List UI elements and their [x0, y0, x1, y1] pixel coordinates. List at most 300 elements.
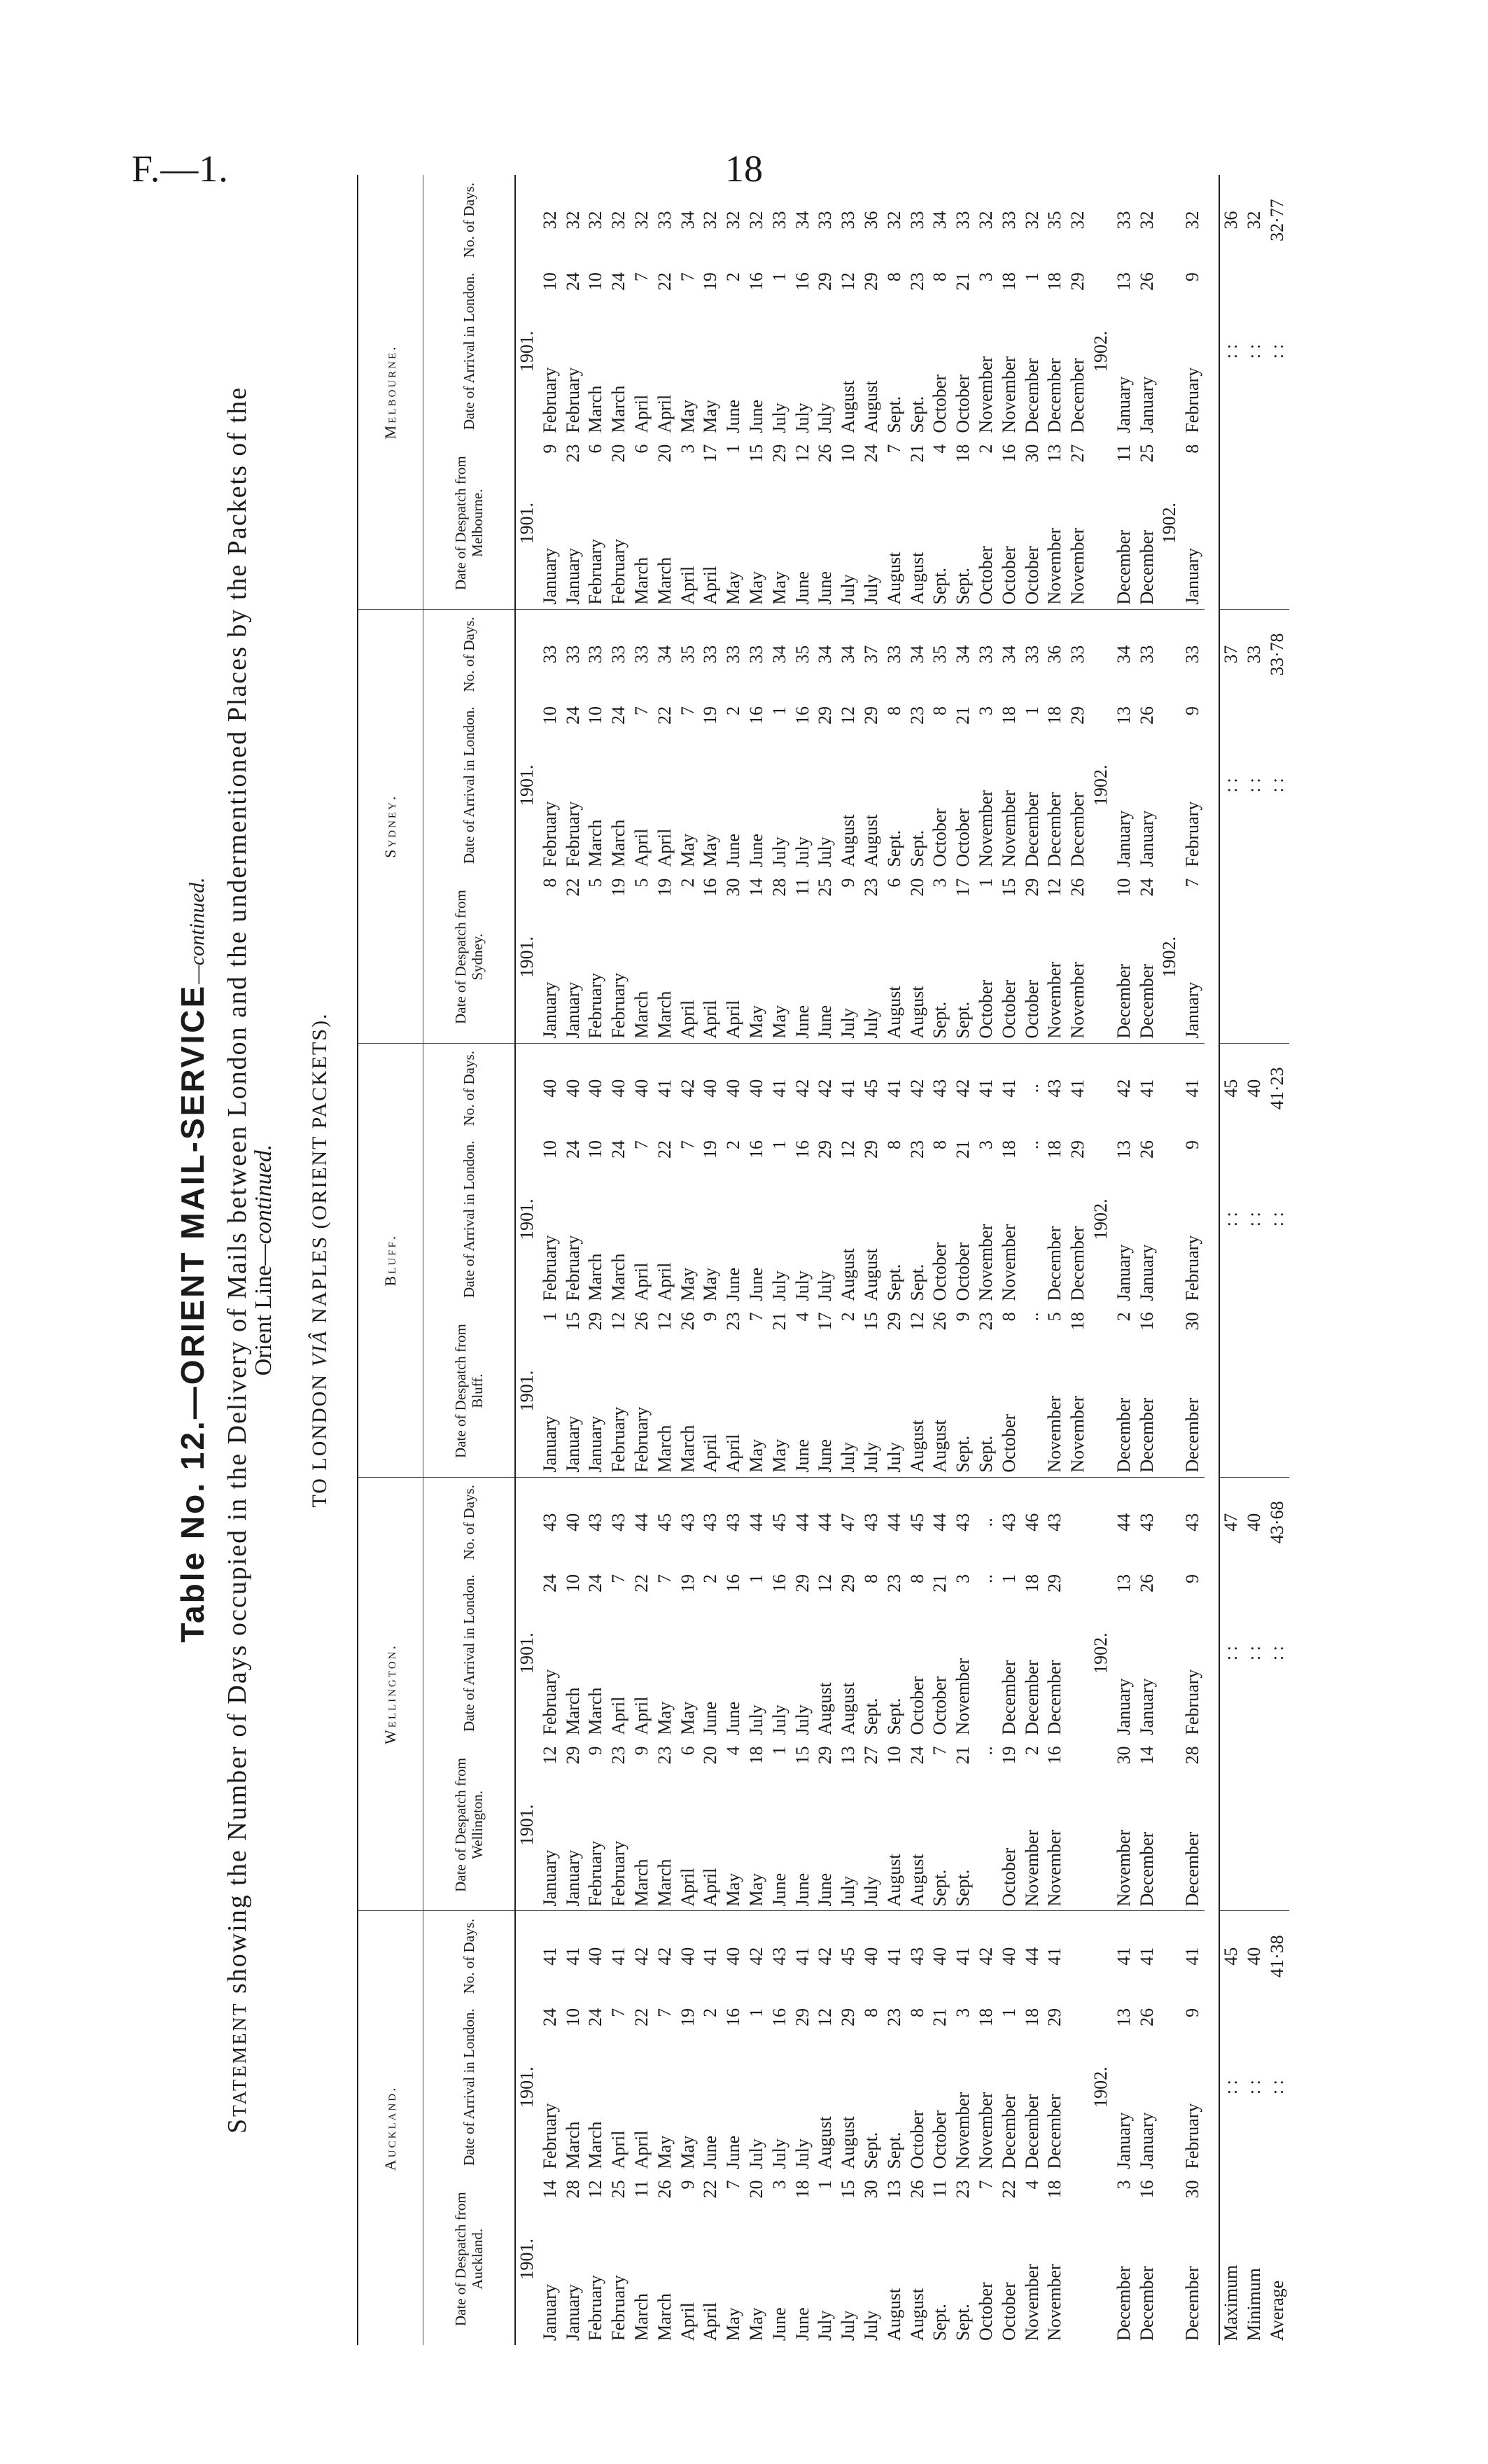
- despatch-day: 1: [975, 878, 996, 888]
- arrival-month: February: [562, 801, 583, 867]
- arrival-day: 7: [654, 2008, 675, 2017]
- arrival-day: 10: [585, 272, 606, 291]
- arrival-month: November: [975, 790, 996, 867]
- auckland-summary-value: 40: [1244, 1947, 1264, 1966]
- table-row: [906, 175, 929, 2345]
- despatch-month: May: [745, 486, 768, 610]
- arrival-month: January: [1113, 1244, 1134, 1301]
- arrival-day: 29: [815, 706, 836, 724]
- despatch-day: 15: [562, 1312, 583, 1331]
- summary-dots: : :: [1219, 265, 1243, 438]
- melbourne-summary-value: 36: [1219, 175, 1243, 265]
- summary-blank: [1243, 1739, 1266, 1911]
- arrival-year: 1901.: [517, 764, 537, 806]
- days-value: 33: [1021, 645, 1042, 664]
- table-row: [654, 175, 677, 2345]
- arrival-month: March: [608, 819, 629, 867]
- despatch-month: December: [1113, 486, 1136, 610]
- days-value: 33: [1113, 211, 1134, 230]
- despatch-month: [1158, 1787, 1181, 1911]
- despatch-day: 19: [998, 1746, 1019, 1765]
- despatch-day: 15: [792, 1746, 813, 1765]
- despatch-month: July: [815, 2310, 836, 2341]
- despatch-month: July: [860, 1787, 883, 1911]
- days-value: 41: [1044, 1947, 1065, 1966]
- despatch-day: 23: [975, 1312, 996, 1331]
- despatch-day: 24: [906, 1746, 927, 1765]
- despatch-year: 1901.: [515, 1306, 539, 1478]
- despatch-month: November: [1067, 1353, 1090, 1477]
- days-value: 46: [1021, 1513, 1042, 1532]
- despatch-month: March: [631, 919, 654, 1043]
- despatch-day: 18: [953, 444, 974, 463]
- days-value: 41: [975, 1079, 996, 1098]
- despatch-month: November: [1067, 919, 1090, 1043]
- arrival-month: May: [700, 1267, 721, 1301]
- despatch-day: 20: [745, 2180, 766, 2199]
- despatch-month: March: [654, 919, 677, 1043]
- table-title-main: Table No. 12.—ORIENT MAIL-SERVICE: [174, 983, 211, 1643]
- despatch-day: 14: [745, 878, 766, 897]
- arrival-day: 16: [792, 1140, 813, 1158]
- days-value: 43: [700, 1513, 721, 1532]
- despatch-day: 7: [975, 2180, 996, 2190]
- days-value: 40: [929, 1947, 950, 1966]
- days-value: [1090, 609, 1113, 699]
- arrival-year: 1901.: [517, 1632, 537, 1674]
- summary-dots: : :: [1244, 1646, 1264, 1661]
- arrival-day: 19: [700, 706, 721, 724]
- days-value: 41: [883, 1079, 904, 1098]
- arrival-month: July: [792, 402, 813, 433]
- arrival-month: April: [608, 1696, 629, 1735]
- table-row: [883, 175, 906, 2345]
- summary-blank: [1219, 438, 1243, 610]
- table-row: [1181, 175, 1205, 2345]
- arrival-day: 3: [953, 1574, 974, 1583]
- table-row: [515, 175, 539, 2345]
- arrival-day: 7: [631, 272, 652, 282]
- arrival-day: 1: [745, 1574, 766, 1583]
- days-value: [515, 1043, 539, 1133]
- arrival-month: January: [1136, 1244, 1157, 1301]
- days-value: 40: [998, 1947, 1019, 1966]
- days-value: 42: [953, 1079, 974, 1098]
- despatch-day: 4: [792, 1312, 813, 1322]
- subtitle-via: VIÂ: [308, 1329, 331, 1367]
- arrival-month: December: [998, 1660, 1019, 1735]
- table-row: [860, 175, 883, 2345]
- despatch-month: March: [631, 1787, 654, 1911]
- despatch-month: January: [539, 486, 562, 610]
- table-row: [1158, 175, 1181, 2345]
- despatch-month: April: [699, 1787, 722, 1911]
- days-value: 33: [539, 645, 560, 664]
- despatch-month: February: [585, 2275, 606, 2341]
- arrival-day: 2: [700, 1574, 721, 1583]
- arrival-month: February: [539, 2103, 560, 2169]
- arrival-day: 2: [723, 272, 744, 282]
- days-value: 43: [860, 1513, 881, 1532]
- despatch-day: 10: [838, 444, 859, 463]
- arrival-day: 12: [838, 272, 859, 291]
- arrival-month: July: [815, 402, 836, 433]
- arrival-month: December: [1067, 358, 1088, 433]
- despatch-month: October: [975, 919, 998, 1043]
- days-value: 45: [860, 1079, 881, 1098]
- auckland-summary-value: 45: [1219, 1911, 1243, 2001]
- table-row: [814, 175, 837, 2345]
- despatch-day: 2: [1113, 1312, 1134, 1322]
- despatch-day: 15: [838, 2180, 859, 2199]
- despatch-month: January: [1181, 486, 1205, 610]
- arrival-year: 1901.: [517, 330, 537, 372]
- despatch-month: December: [1181, 1787, 1205, 1911]
- days-value: [515, 1911, 539, 2001]
- arrival-month: [975, 1616, 998, 1740]
- days-value: 34: [768, 645, 789, 664]
- despatch-year: 1902.: [1158, 438, 1181, 610]
- summary-label: Maximum: [1219, 2173, 1243, 2345]
- arrival-month: October: [929, 374, 950, 433]
- arrival-day: 18: [998, 1140, 1019, 1158]
- arrival-month: July: [792, 1270, 813, 1301]
- days-value: 43: [677, 1513, 698, 1532]
- days-value: 34: [654, 645, 675, 664]
- despatch-month: February: [584, 486, 608, 610]
- despatch-day: 2: [677, 878, 698, 888]
- despatch-day: 9: [539, 444, 560, 454]
- days-value: 36: [1044, 645, 1065, 664]
- arrival-month: August: [838, 814, 859, 867]
- despatch-day: 26: [677, 1312, 698, 1331]
- despatch-day: 20: [608, 444, 629, 463]
- despatch-month: March: [631, 2293, 652, 2341]
- days-value: 33: [906, 211, 927, 230]
- summary-dots: : :: [1219, 2001, 1243, 2174]
- arrival-month: December: [1067, 1226, 1088, 1301]
- despatch-month: July: [837, 1787, 860, 1911]
- group-bluff: Bluff.: [358, 1043, 423, 1477]
- arrival-day: [1067, 2001, 1090, 2050]
- despatch-day: 2: [1021, 1746, 1042, 1756]
- arrival-day: 18: [975, 2008, 996, 2026]
- table-row: [745, 175, 768, 2345]
- days-value: 41: [792, 1947, 813, 1966]
- arrival-month: July: [768, 2138, 789, 2169]
- arrival-month: June: [700, 1701, 721, 1735]
- table-row: [952, 175, 975, 2345]
- arrival-day: 22: [631, 1574, 652, 1592]
- summary-blank: [1219, 872, 1243, 1044]
- summary-row-minimum: [1243, 175, 1266, 2345]
- days-value: 33: [815, 211, 836, 230]
- arrival-day: 16: [723, 2008, 744, 2026]
- despatch-day: 14: [1136, 1746, 1157, 1765]
- despatch-month: June: [792, 1787, 815, 1911]
- sydney-despatch-header: Date of Despatch from Sydney.: [423, 872, 516, 1044]
- days-value: 42: [906, 1079, 927, 1098]
- despatch-month: [1158, 2221, 1181, 2345]
- arrival-month: February: [1182, 1235, 1203, 1301]
- summary-blank: [1219, 1739, 1243, 1911]
- arrival-month: November: [998, 356, 1019, 433]
- days-value: 43: [998, 1513, 1019, 1532]
- arrival-month: August: [838, 2116, 859, 2169]
- despatch-day: 3: [1113, 2180, 1134, 2190]
- despatch-day: 3: [677, 444, 698, 454]
- despatch-month: October: [975, 2282, 996, 2341]
- despatch-month: July: [837, 919, 860, 1043]
- arrival-month: Sept.: [860, 2132, 881, 2169]
- despatch-day: 11: [929, 2180, 950, 2198]
- days-value: [1090, 1043, 1113, 1133]
- arrival-day: 19: [677, 2008, 698, 2026]
- summary-blank: [1243, 1306, 1266, 1478]
- arrival-month: July: [792, 1704, 813, 1735]
- table-row: [1090, 175, 1113, 2345]
- days-value: 41: [1113, 1947, 1134, 1966]
- days-value: 47: [838, 1513, 859, 1532]
- days-value: 43: [1044, 1513, 1065, 1532]
- despatch-month: October: [998, 1353, 1021, 1477]
- despatch-month: December: [1136, 2266, 1157, 2341]
- days-value: 40: [585, 1947, 606, 1966]
- summary-label: Average: [1267, 2280, 1287, 2341]
- arrival-day: 7: [608, 2008, 629, 2017]
- despatch-month: October: [998, 1787, 1021, 1911]
- despatch-month: April: [699, 919, 722, 1043]
- arrival-day: 29: [860, 272, 881, 291]
- statement-text: showing the Number of Days occupied in the Delivery of Mails between London and the undermentioned Places by the Packets of the: [223, 386, 252, 1994]
- days-value: 41: [1067, 1079, 1088, 1098]
- days-value: 42: [654, 1947, 675, 1966]
- arrival-day: 24: [585, 2008, 606, 2026]
- despatch-month: March: [654, 1353, 677, 1477]
- days-value: 36: [860, 211, 881, 230]
- arrival-day: 24: [539, 2008, 560, 2026]
- arrival-day: 8: [906, 1574, 927, 1583]
- arrival-month: [1158, 2050, 1181, 2174]
- despatch-day: 16: [700, 878, 721, 897]
- arrival-day: 23: [883, 1574, 904, 1592]
- arrival-month: Sept.: [906, 830, 927, 867]
- table-row: [584, 175, 608, 2345]
- despatch-day: 9: [953, 1312, 974, 1322]
- despatch-day: 6: [585, 444, 606, 454]
- days-value: 34: [929, 211, 950, 230]
- arrival-month: January: [1136, 1678, 1157, 1735]
- despatch-day: 12: [792, 444, 813, 463]
- despatch-month: July: [838, 2310, 859, 2341]
- despatch-day: 13: [883, 2180, 904, 2199]
- despatch-day: 5: [1044, 1312, 1065, 1322]
- despatch-year: 1901.: [515, 872, 539, 1044]
- despatch-day: 7: [883, 444, 904, 454]
- arrival-day: 12: [838, 1140, 859, 1158]
- days-value: 41: [998, 1079, 1019, 1098]
- days-value: 35: [929, 645, 950, 664]
- sydney-summary-value: 37: [1219, 609, 1243, 699]
- despatch-month: February: [608, 1787, 631, 1911]
- despatch-month: May: [768, 919, 792, 1043]
- arrival-day: 24: [562, 272, 583, 291]
- statement-line2-cont: —continued.: [251, 1144, 276, 1266]
- despatch-day: 10: [1113, 878, 1134, 897]
- arrival-day: 19: [677, 1574, 698, 1592]
- arrival-day: 1: [1021, 706, 1042, 715]
- arrival-day: [1158, 2001, 1181, 2050]
- despatch-month: January: [562, 1787, 585, 1911]
- arrival-month: April: [631, 2130, 652, 2169]
- arrival-month: August: [815, 1682, 836, 1735]
- days-value: 45: [768, 1513, 789, 1532]
- arrival-month: August: [838, 1682, 859, 1735]
- arrival-month: December: [1021, 358, 1042, 433]
- arrival-month: July: [768, 1270, 789, 1301]
- arrival-day: 21: [929, 2008, 950, 2026]
- arrival-day: 24: [608, 706, 629, 724]
- mail-delivery-table: [357, 175, 1289, 2345]
- wellington-arrival-header: Date of Arrival in London.: [423, 1567, 516, 1740]
- arrival-month: December: [1067, 792, 1088, 867]
- days-value: 32: [631, 211, 652, 230]
- days-value: 40: [539, 1079, 560, 1098]
- despatch-day: 18: [792, 2180, 813, 2199]
- arrival-day: 18: [998, 272, 1019, 291]
- melbourne-summary-value: 32: [1244, 211, 1264, 230]
- arrival-month: [1158, 1616, 1181, 1740]
- despatch-month: [975, 1787, 998, 1911]
- days-value: 33: [700, 645, 721, 664]
- despatch-day: 23: [860, 878, 881, 897]
- days-value: 42: [631, 1947, 652, 1966]
- days-value: 41: [700, 1947, 721, 1966]
- statement-lead: Statement: [223, 2001, 252, 2134]
- despatch-month: August: [883, 919, 906, 1043]
- arrival-day: 1: [998, 1574, 1019, 1583]
- despatch-month: January: [539, 2284, 560, 2341]
- arrival-day: 29: [792, 1574, 813, 1592]
- days-value: [1090, 1477, 1113, 1567]
- arrival-day: 8: [906, 2008, 927, 2017]
- arrival-day: 3: [975, 706, 996, 715]
- despatch-month: May: [768, 486, 792, 610]
- summary-dots: : :: [1267, 344, 1287, 359]
- days-value: 35: [1044, 211, 1065, 230]
- despatch-month: March: [654, 1787, 677, 1911]
- arrival-day: 13: [1113, 1140, 1134, 1158]
- arrival-day: 8: [929, 272, 950, 282]
- arrival-day: 22: [654, 706, 675, 724]
- despatch-day: 23: [723, 1312, 744, 1331]
- days-value: 34: [838, 645, 859, 664]
- arrival-day: 23: [883, 2008, 904, 2026]
- despatch-day: 24: [1136, 878, 1157, 897]
- arrival-day: 13: [1113, 1574, 1134, 1592]
- despatch-day: 29: [562, 1746, 583, 1765]
- despatch-month: June: [814, 1787, 837, 1911]
- despatch-month: July: [860, 919, 883, 1043]
- despatch-month: Sept.: [952, 1353, 975, 1477]
- days-value: 34: [906, 645, 927, 664]
- arrival-year: 1902.: [1090, 2066, 1111, 2108]
- arrival-day: 7: [631, 1140, 652, 1149]
- days-value: 41: [953, 1947, 974, 1966]
- summary-blank: [1266, 1739, 1289, 1911]
- days-value: 41: [838, 1079, 859, 1098]
- despatch-day: 29: [1021, 878, 1042, 897]
- arrival-day: 24: [585, 1574, 606, 1592]
- days-value: 33: [608, 645, 629, 664]
- arrival-day: 26: [1136, 272, 1157, 291]
- arrival-month: July: [815, 1270, 836, 1301]
- days-value: 40: [562, 1079, 583, 1098]
- days-value: ..: [975, 1518, 996, 1527]
- table-row: [1113, 175, 1136, 2345]
- arrival-month: April: [631, 1696, 652, 1735]
- wellington-despatch-header: Date of Despatch from Wellington.: [423, 1739, 516, 1911]
- despatch-month: Sept.: [952, 486, 975, 610]
- despatch-day: 26: [815, 444, 836, 463]
- despatch-day: [1158, 1739, 1181, 1787]
- days-value: 40: [608, 1079, 629, 1098]
- arrival-month: October: [929, 2110, 950, 2169]
- days-value: 33: [838, 211, 859, 230]
- despatch-month: April: [677, 486, 700, 610]
- table-row: [975, 175, 998, 2345]
- days-value: 42: [1113, 1079, 1134, 1098]
- arrival-month: June: [700, 2135, 721, 2169]
- days-value: [1067, 1911, 1090, 2001]
- despatch-month: Sept.: [953, 2304, 974, 2341]
- despatch-month: May: [722, 486, 745, 610]
- arrival-month: July: [768, 1704, 789, 1735]
- arrival-month: November: [953, 2092, 974, 2169]
- despatch-month: Sept.: [929, 2304, 950, 2341]
- arrival-day: 16: [745, 1140, 766, 1158]
- despatch-day: 11: [631, 2180, 652, 2198]
- arrival-day: 13: [1113, 2008, 1134, 2026]
- days-value: [1158, 175, 1181, 265]
- arrival-day: 21: [953, 272, 974, 291]
- despatch-month: November: [1044, 2264, 1065, 2341]
- arrival-month: February: [562, 367, 583, 433]
- arrival-day: 10: [539, 706, 560, 724]
- despatch-month: January: [1181, 919, 1205, 1043]
- despatch-month: January: [562, 919, 585, 1043]
- despatch-month: October: [975, 486, 998, 610]
- page-reference: F.—1.: [132, 148, 229, 190]
- days-value: 34: [998, 645, 1019, 664]
- arrival-month: May: [677, 1701, 698, 1735]
- days-value: 40: [723, 1079, 744, 1098]
- arrival-month: January: [1136, 376, 1157, 433]
- despatch-month: January: [562, 486, 585, 610]
- arrival-day: 24: [608, 272, 629, 291]
- despatch-day: 30: [860, 2180, 881, 2199]
- arrival-month: December: [1044, 1226, 1065, 1301]
- days-value: 42: [975, 1947, 996, 1966]
- arrival-day: 7: [677, 272, 698, 282]
- arrival-month: November: [953, 1658, 974, 1735]
- despatch-day: 12: [608, 1312, 629, 1331]
- despatch-day: 29: [768, 444, 789, 463]
- despatch-day: [1067, 1739, 1090, 1787]
- days-value: 41: [768, 1079, 789, 1098]
- days-value: 33: [768, 211, 789, 230]
- arrival-month: April: [631, 394, 652, 433]
